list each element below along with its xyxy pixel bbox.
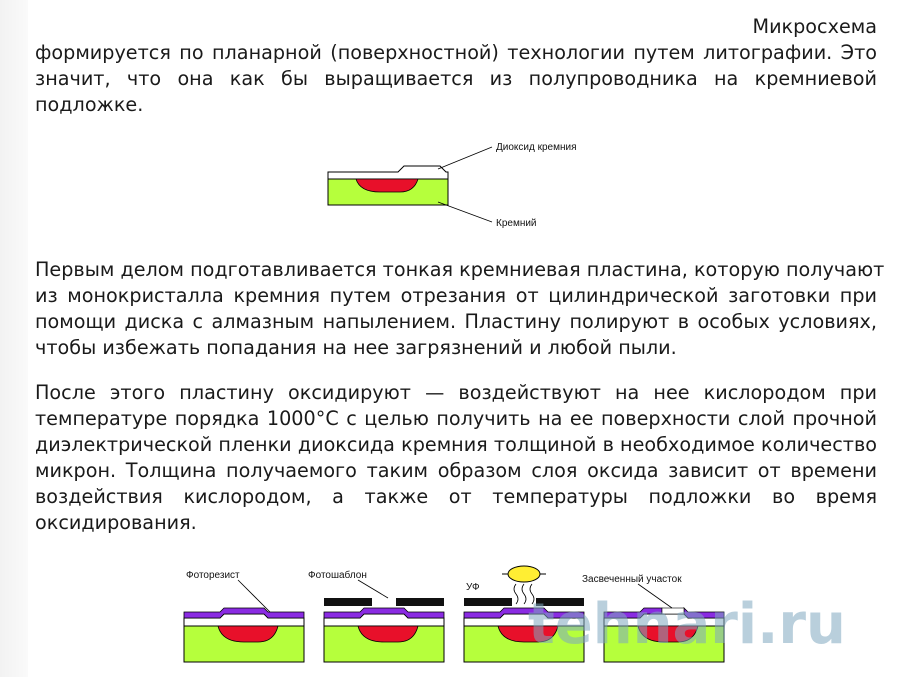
uv-lamp-icon [508, 566, 540, 582]
paragraph-oxidation [35, 380, 877, 536]
text-line: формируется по планарной (поверхностной) технологии путем литографии. Это [35, 41, 877, 64]
text-line: подложке. [35, 93, 144, 116]
label-oxide: Диоксид кремния [496, 142, 577, 153]
text-line: из монокристалла кремния путем отрезания от цилиндрической заготовки при [35, 284, 877, 307]
label-silicon: Кремний [496, 218, 537, 229]
text-line: оксидирования. [35, 511, 197, 534]
step-photomask [308, 569, 444, 662]
leader-line [438, 147, 492, 169]
text-line: помощи диска с алмазным напылением. Пластину полируют в особых условиях, [35, 310, 877, 333]
paragraph-intro [35, 14, 877, 118]
label-photomask: Фотошаблон [308, 570, 367, 581]
text-line: микрон. Толщина получаемого таким образом слоя оксида зависит от времени [35, 459, 877, 482]
text-line: Первым делом подготавливается тонкая кремниевая пластина, которую получают [35, 258, 885, 281]
text-line: чтобы избежать попадания на нее загрязнений и любой пыли. [35, 336, 677, 359]
text-line: После этого пластину оксидируют — воздействуют на нее кислородом при [35, 381, 877, 404]
page-left-margin [0, 0, 28, 677]
label-exposed: Засвеченный участок [582, 574, 682, 585]
figure-oxidized-silicon [320, 132, 600, 232]
text-line: Микросхема [752, 15, 877, 38]
leader-line [438, 202, 492, 222]
label-photoresist: Фоторезист [186, 570, 240, 581]
text-line: температуре порядка 1000°С с целью получить на ее поверхности слой прочной [35, 407, 877, 430]
oxide-layer [328, 166, 448, 179]
text-line: значит, что она как бы выращивается из полупроводника на кремниевой [35, 67, 877, 90]
site-watermark [520, 585, 919, 655]
step-photoresist [184, 570, 304, 662]
paragraph-wafer [35, 257, 885, 361]
watermark-text: tehnari.ru [528, 592, 846, 655]
text-line: диэлектрической пленки диоксида кремния толщиной в необходимое количество [35, 433, 877, 456]
text-line: воздействия кислородом, а также от температуры подложки во время [35, 485, 877, 508]
label-uv: УФ [466, 582, 480, 593]
